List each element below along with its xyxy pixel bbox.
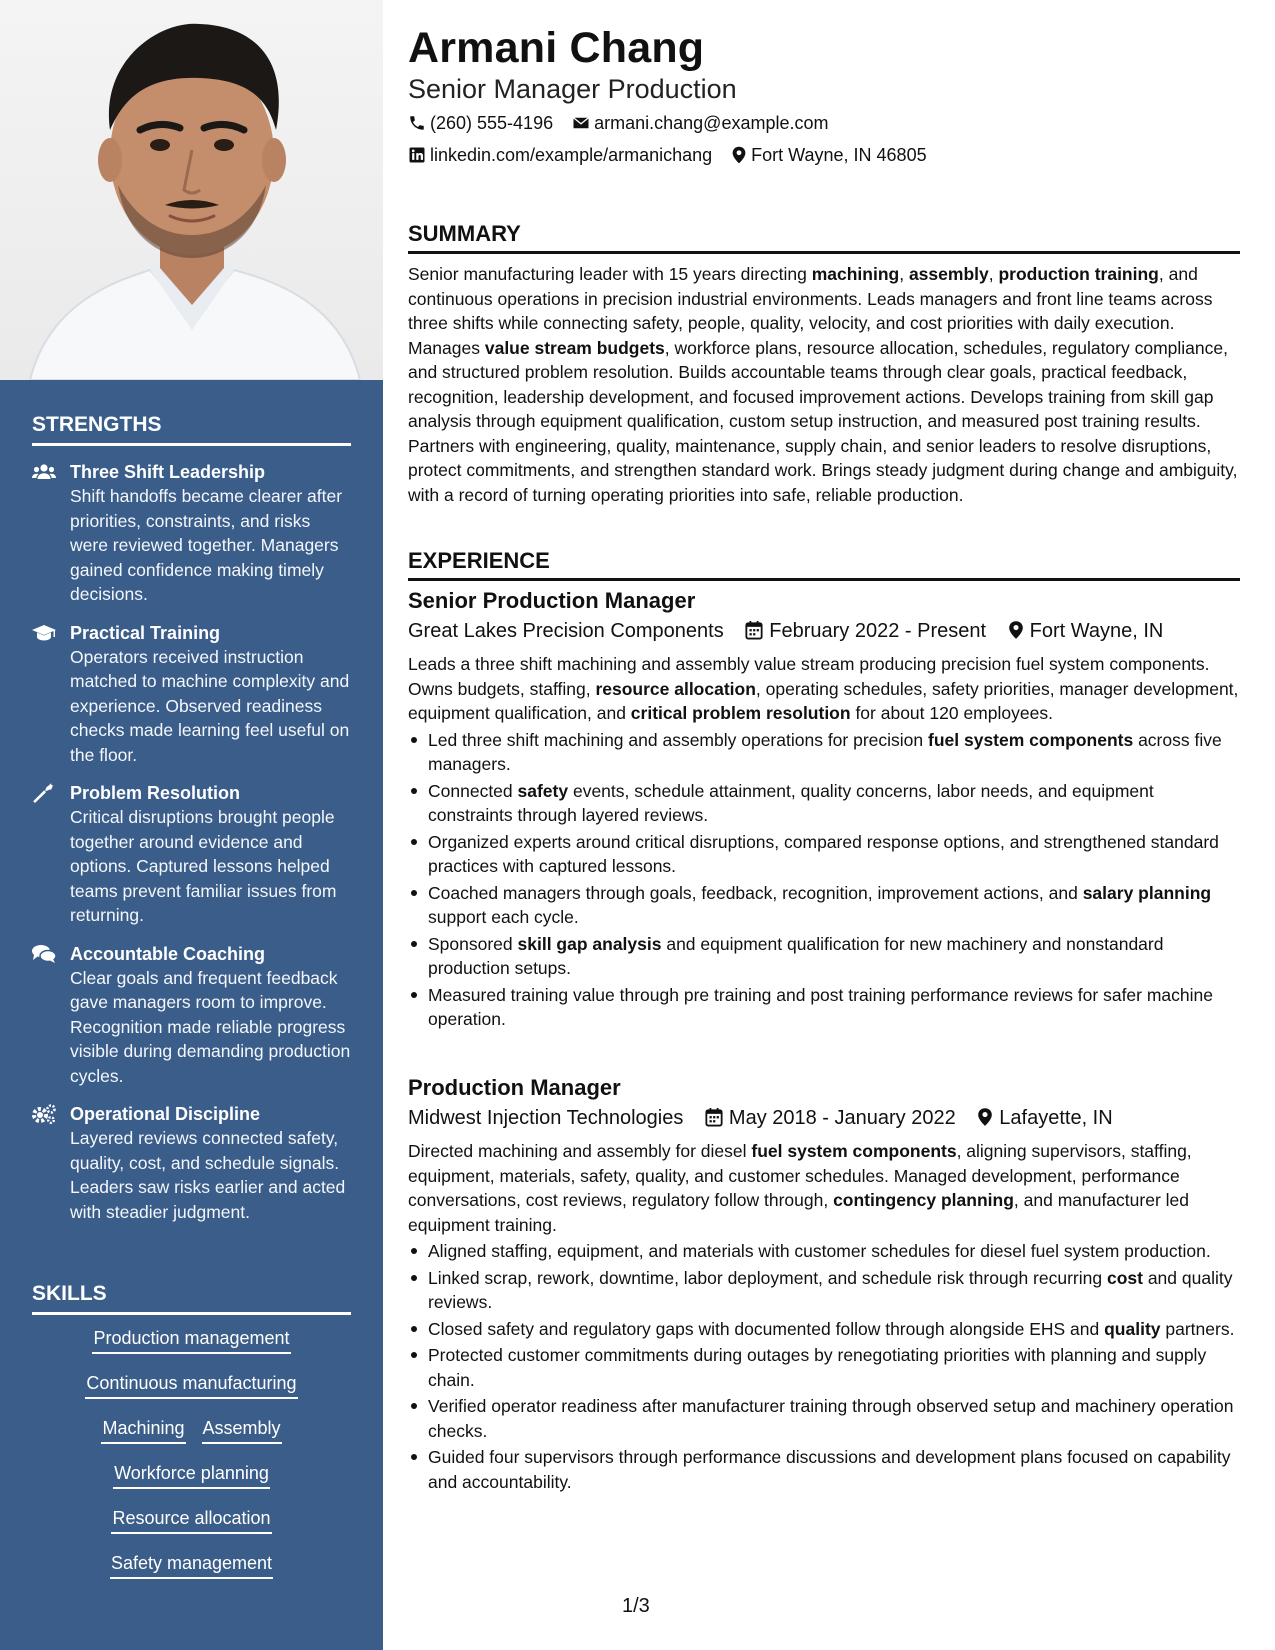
strength-description: Layered reviews connected safety, quality, cost, and schedule signals. Leaders saw risks earlier and acted with steadier judgment. [70, 1128, 346, 1222]
phone-contact[interactable] [408, 113, 553, 134]
job-description: Leads a three shift machining and assembly value stream producing precision fuel system components. Owns budgets, staffing, resource allocation, operating schedules, safety priorities, manager development, equipment qualification, and critical problem resolution for about 120 employees. [408, 654, 1239, 723]
linkedin-text: linkedin.com/example/armanichang [430, 145, 713, 165]
strength-item [32, 781, 351, 928]
phone-text: (260) 555-4196 [430, 113, 554, 133]
job-meta [408, 616, 1240, 646]
skill-tag: Workforce planning [113, 1462, 270, 1489]
calendar-icon [745, 620, 763, 640]
bullet-item: Linked scrap, rework, downtime, labor deployment, and schedule risk through recurring cost and quality reviews. [426, 1266, 1240, 1315]
strength-item [32, 1102, 351, 1224]
skill-tag: Machining [101, 1417, 185, 1444]
profile-photo [0, 0, 383, 380]
linkedin-contact[interactable] [408, 145, 712, 166]
job-bullets [408, 728, 1240, 1032]
calendar-icon [705, 1107, 723, 1127]
skill-tag: Safety management [110, 1552, 273, 1579]
map-pin-icon [1008, 620, 1024, 640]
strength-item [32, 621, 351, 768]
location-text: Fort Wayne, IN 46805 [751, 145, 927, 165]
bullet-item: Coached managers through goals, feedback, recognition, improvement actions, and salary planning support each cycle. [426, 881, 1240, 930]
skills-heading: SKILLS [32, 1282, 351, 1315]
candidate-name: Armani Chang [408, 24, 705, 72]
skill-tag: Assembly [202, 1417, 282, 1444]
job-role: Production Manager [408, 1075, 621, 1100]
job-dates [745, 616, 986, 646]
wrench-icon [32, 783, 56, 803]
location-contact [731, 145, 926, 166]
bullet-item: Closed safety and regulatory gaps with documented follow through alongside EHS and quality partners. [426, 1317, 1240, 1342]
phone-icon [408, 114, 426, 132]
job-meta [408, 1103, 1240, 1133]
summary-heading: SUMMARY [408, 221, 1240, 254]
company-name: Great Lakes Precision Components [408, 620, 724, 642]
job-location-text: Lafayette, IN [999, 1107, 1113, 1129]
strength-title: Problem Resolution [70, 783, 241, 803]
bullet-item: Led three shift machining and assembly operations for precision fuel system components across five managers. [426, 728, 1240, 777]
summary-text: Senior manufacturing leader with 15 years directing machining, assembly, production training, and continuous operations in precision industrial environments. Leads managers and front line teams across three shifts while connecting safety, people, quality, velocity, and cost priorities with daily execution. Manages value stream budgets, workforce plans, resource allocation, schedules, regulatory compliance, and structured problem resolution. Builds accountable teams through clear goals, practical feedback, recognition, leadership development, and focused improvement actions. Develops training from skill gap analysis through equipment qualification, custom setup instruction, and measured post training results. Partners with engineering, quality, maintenance, supply chain, and senior leaders to resolve disruptions, protect commitments, and strengthen standard work. Brings steady judgment during change and ambiguity, with a record of turning operating priorities into safe, reliable production. [408, 264, 1238, 505]
email-contact[interactable] [572, 113, 828, 134]
job-entry [408, 1073, 1240, 1496]
email-text: armani.chang@example.com [594, 113, 829, 133]
avatar [0, 0, 383, 380]
bullet-item: Protected customer commitments during outages by renegotiating priorities with planning and supply chain. [426, 1343, 1240, 1392]
strength-title: Accountable Coaching [70, 943, 266, 964]
skill-tag: Continuous manufacturing [85, 1372, 297, 1399]
experience-heading: EXPERIENCE [408, 548, 1240, 581]
bullet-item: Aligned staffing, equipment, and materials with customer schedules for diesel fuel system production. [426, 1239, 1240, 1264]
candidate-title: Senior Manager Production [408, 74, 737, 104]
job-location-text: Fort Wayne, IN [1029, 620, 1164, 642]
bullet-item: Verified operator readiness after manufacturer training through observed setup and machinery operation checks. [426, 1394, 1240, 1443]
skill-tag: Resource allocation [111, 1507, 271, 1534]
job-role: Senior Production Manager [408, 588, 696, 613]
skills-section [32, 1282, 351, 1597]
strength-item [32, 942, 351, 1089]
map-pin-icon [731, 146, 747, 164]
users-icon [32, 462, 56, 482]
contact-row [408, 113, 843, 134]
job-entry [408, 586, 1240, 1034]
strengths-heading: STRENGTHS [32, 413, 351, 446]
sidebar [0, 0, 383, 1650]
job-location [977, 1103, 1112, 1133]
strength-item [32, 460, 351, 607]
bullet-item: Sponsored skill gap analysis and equipment qualification for new machinery and nonstandard production setups. [426, 932, 1240, 981]
contact-row [408, 145, 941, 166]
strength-title: Operational Discipline [70, 1104, 261, 1124]
strength-description: Shift handoffs became clearer after priorities, constraints, and risks were reviewed together. Managers gained confidence making timely decisions. [70, 486, 343, 604]
gears-icon [32, 1104, 56, 1124]
page-number: 1/3 [622, 1595, 650, 1617]
chat-bubbles-icon [32, 944, 56, 964]
bullet-item: Organized experts around critical disruptions, compared response options, and strengthened standard practices with captured lessons. [426, 830, 1240, 879]
job-dates [705, 1103, 956, 1133]
graduation-cap-icon [32, 623, 56, 643]
job-dates-text: February 2022 - Present [769, 620, 987, 642]
job-dates-text: May 2018 - January 2022 [728, 1107, 956, 1129]
envelope-icon [572, 114, 590, 132]
bullet-item: Guided four supervisors through performance discussions and development plans focused on capability and accountability. [426, 1445, 1240, 1494]
strength-description: Critical disruptions brought people together around evidence and options. Captured lessons helped teams prevent familiar issues from returning. [70, 807, 337, 925]
skills-list [32, 1327, 351, 1579]
bullet-item: Connected safety events, schedule attainment, quality concerns, labor needs, and equipment constraints through layered reviews. [426, 779, 1240, 828]
strength-title: Three Shift Leadership [70, 462, 266, 482]
job-bullets [408, 1239, 1240, 1494]
bullet-item: Measured training value through pre training and post training performance reviews for safer machine operation. [426, 983, 1240, 1032]
skill-tag: Production management [92, 1327, 290, 1354]
job-location [1008, 616, 1164, 646]
company-name: Midwest Injection Technologies [408, 1107, 684, 1129]
map-pin-icon [977, 1107, 993, 1127]
strength-description: Clear goals and frequent feedback gave managers room to improve. Recognition made reliable progress visible during demanding production cycles. [70, 967, 351, 1086]
strengths-section [32, 413, 351, 1224]
job-description: Directed machining and assembly for diesel fuel system components, aligning supervisors, staffing, equipment, materials, safety, quality, and customer schedules. Managed development, performance conversations, cost reviews, regulatory follow through, contingency planning, and manufacturer led equipment training. [408, 1141, 1192, 1235]
strength-title: Practical Training [70, 622, 221, 643]
strength-description: Operators received instruction matched to machine complexity and experience. Observed readiness checks made learning feel useful on the floor. [70, 646, 350, 765]
linkedin-icon [408, 146, 426, 164]
